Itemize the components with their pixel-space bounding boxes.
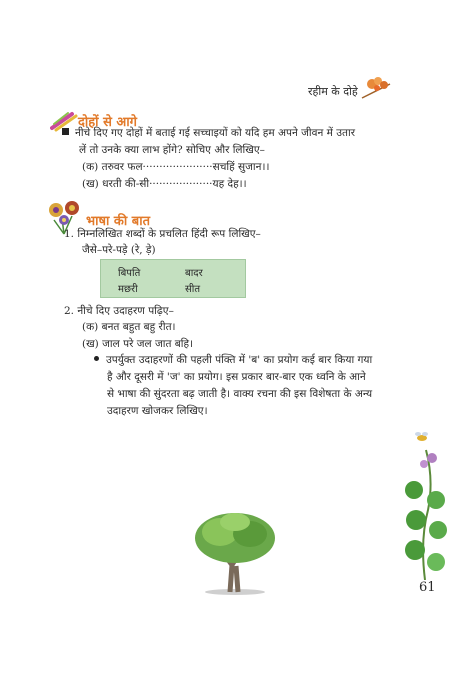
section-title-language: भाषा की बात (86, 214, 150, 229)
chapter-header: रहीम के दोहे (308, 85, 358, 98)
word-item: सीत (185, 284, 201, 295)
tree-illustration-icon (190, 510, 280, 596)
question-2-language: 2. नीचे दिए उदाहरण पढ़िए– (64, 305, 174, 317)
plant-with-bee-icon (400, 430, 450, 580)
question-1-language: 1. निम्नलिखित शब्दों के प्रचलित हिंदी रूप लिखिए– (64, 228, 261, 240)
word-item: मछरी (118, 284, 138, 295)
list-item: (क) तरुवर फल·····················सचहिं सुजान।। (82, 161, 270, 173)
bullet-paragraph-line: से भाषा की सुंदरता बढ़ जाती है। वाक्य रचना की इस विशेषता के अन्य (107, 388, 373, 400)
bullet-paragraph-line: उपर्युक्त उदाहरणों की पहली पंक्ति में 'ब' का प्रयोग कई बार किया गया (94, 352, 372, 369)
bullet-paragraph-line: उदाहरण खोजकर लिखिए। (107, 405, 208, 417)
word-item: बादर (185, 268, 203, 279)
question-1: नीचे दिए गए दोहों में बताई गई सच्चाइयों को यदि हम अपने जीवन में उतार (62, 125, 355, 142)
section-title-beyond-couplets: दोहों से आगे (78, 115, 137, 130)
question-1-cont: लें तो उनके क्या लाभ होंगे? सोचिए और लिखिए– (79, 144, 265, 156)
list-item: (क) बनत बहुत बहु रीत। (82, 321, 176, 333)
page-number: 61 (419, 580, 436, 595)
list-item: (ख) धरती की-सी···················यह देह।। (82, 178, 247, 190)
word-box (100, 259, 246, 298)
example-text: जैसे–परे-पड़े (रे, ड़े) (82, 244, 156, 256)
square-bullet-icon (62, 128, 69, 135)
round-bullet-icon (94, 356, 99, 361)
bullet-paragraph-line: है और दूसरी में 'ज' का प्रयोग। इस प्रकार बार-बार एक ध्वनि के आने (107, 371, 366, 383)
flower-ornament-icon (360, 72, 394, 102)
list-item: (ख) जाल परे जल जात बहि। (82, 338, 194, 350)
word-item: बिपति (118, 268, 141, 279)
